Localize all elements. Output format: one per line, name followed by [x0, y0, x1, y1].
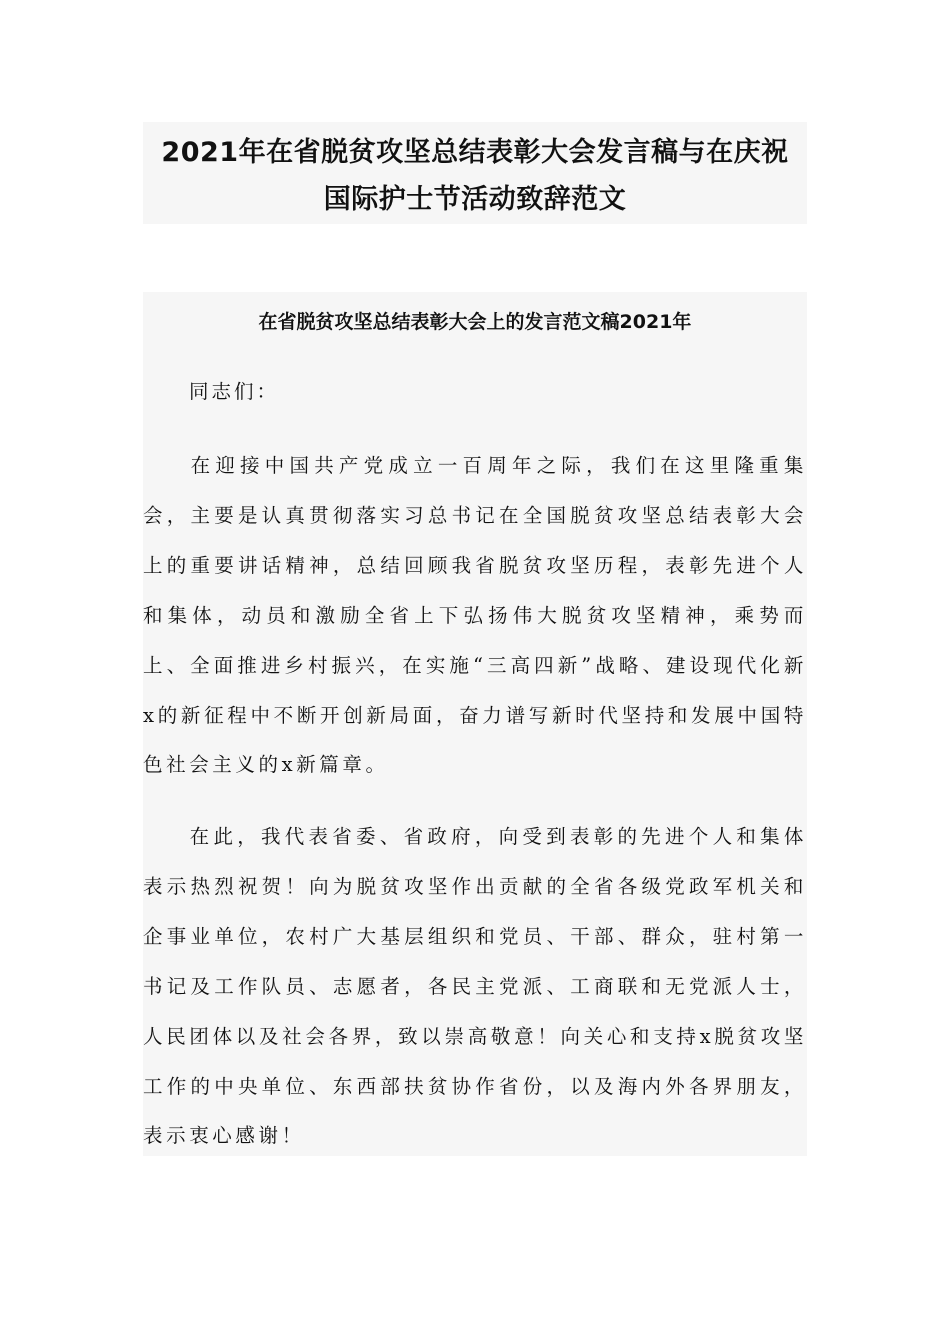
document-body [143, 292, 807, 1156]
document-title-line-2: 国际护士节活动致辞范文 [323, 184, 627, 215]
document-title-line-1: 2021年在省脱贫攻坚总结表彰大会发言稿与在庆祝 [161, 137, 789, 168]
paragraph-1 [143, 441, 807, 790]
speech-subtitle: 在省脱贫攻坚总结表彰大会上的发言范文稿2021年 [258, 311, 692, 333]
paragraph-2 [143, 812, 807, 1161]
paragraph-2-text: 在此，我代表省委、省政府，向受到表彰的先进个人和集体表示热烈祝贺！向为脱贫攻坚作出贡献的全省各级党政军机关和企事业单位，农村广大基层组织和党员、干部、群众，驻村第一书记及工作队员、志愿者，各民主党派、工商联和无党派人士，人民团体以及社会各界，致以崇高敬意！向关心和支持x脱贫攻坚工作的中央单位、东西部扶贫协作省份，以及海内外各界朋友，表示衷心感谢！ [143, 825, 807, 1148]
document-title-block [143, 122, 807, 224]
salutation: 同志们： [189, 380, 280, 403]
paragraph-1-text: 在迎接中国共产党成立一百周年之际，我们在这里隆重集会，主要是认真贯彻落实习总书记在全国脱贫攻坚总结表彰大会上的重要讲话精神，总结回顾我省脱贫攻坚历程，表彰先进个人和集体，动员和激励全省上下弘扬伟大脱贫攻坚精神，乘势而上、全面推进乡村振兴，在实施“三高四新”战略、建设现代化新x的新征程中不断开创新局面，奋力谱写新时代坚持和发展中国特色社会主义的x新篇章。 [143, 454, 807, 777]
